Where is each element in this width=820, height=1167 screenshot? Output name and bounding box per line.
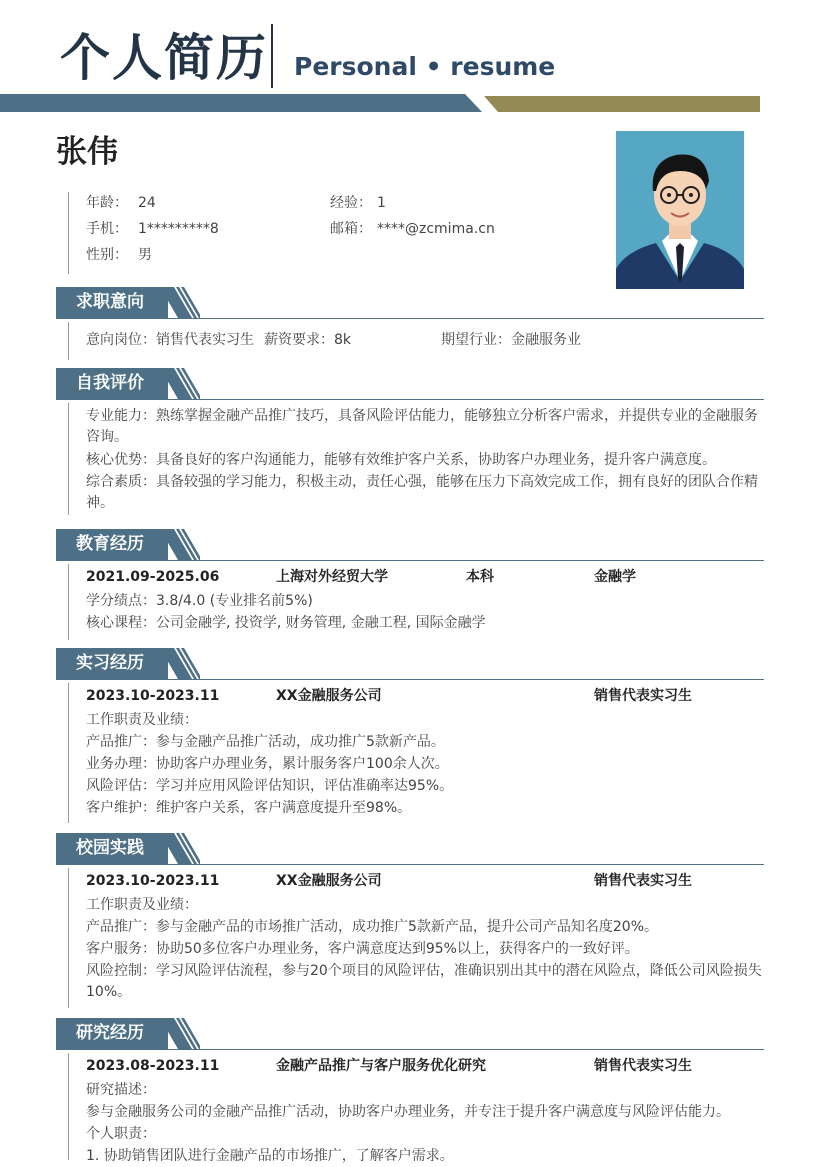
intern-line: 客户维护：维护客户关系，客户满意度提升至98%。 bbox=[86, 800, 412, 816]
section-rail bbox=[68, 683, 69, 823]
heading-stripes-icon bbox=[160, 648, 200, 679]
section-heading-intern bbox=[56, 648, 764, 680]
campus-company: XX金融服务公司 bbox=[276, 873, 382, 889]
header-band-gold bbox=[484, 96, 760, 112]
edu-courses: 核心课程：公司金融学, 投资学, 财务管理, 金融工程, 国际金融学 bbox=[86, 615, 486, 631]
profile-photo bbox=[616, 131, 744, 289]
section-heading-research bbox=[56, 1018, 764, 1050]
title-divider bbox=[271, 24, 273, 88]
age-value: 24 bbox=[138, 195, 156, 211]
section-rail bbox=[68, 1053, 69, 1160]
section-title: 教育经历 bbox=[76, 534, 144, 554]
exp-value: 1 bbox=[377, 195, 386, 211]
campus-line: 风险控制：学习风险评估流程，参与20个项目的风险评估，准确识别出其中的潜在风险点，降低公司风险损失10%。 bbox=[86, 963, 762, 1000]
intern-line: 业务办理：协助客户办理业务，累计服务客户100余人次。 bbox=[86, 756, 449, 772]
intent-industry: 期望行业：金融服务业 bbox=[441, 332, 581, 348]
section-title: 研究经历 bbox=[76, 1023, 144, 1043]
research-project: 金融产品推广与客户服务优化研究 bbox=[276, 1058, 486, 1074]
section-rail bbox=[68, 868, 69, 1008]
section-title: 实习经历 bbox=[76, 653, 144, 673]
section-rail bbox=[68, 322, 69, 360]
heading-stripes-icon bbox=[160, 1018, 200, 1049]
intern-date: 2023.10-2023.11 bbox=[86, 688, 220, 704]
campus-role: 销售代表实习生 bbox=[594, 873, 692, 889]
research-line: 研究描述： bbox=[86, 1082, 156, 1098]
info-rail bbox=[68, 192, 69, 274]
intern-line: 产品推广：参与金融产品推广活动，成功推广5款新产品。 bbox=[86, 734, 445, 750]
resume-subtitle: Personal • resume bbox=[294, 52, 556, 81]
research-line: 参与金融服务公司的金融产品推广活动，协助客户办理业务，并专注于提升客户满意度与风险评估能力。 bbox=[86, 1104, 730, 1120]
edu-date: 2021.09-2025.06 bbox=[86, 569, 220, 585]
intern-line: 风险评估：学习并应用风险评估知识，评估准确率达95%。 bbox=[86, 778, 454, 794]
resume-title: 个人简历 bbox=[60, 29, 268, 87]
gender-value: 男 bbox=[138, 247, 152, 263]
section-heading-campus bbox=[56, 833, 764, 865]
header-band-blue bbox=[0, 94, 482, 112]
self-eval-item: 核心优势：具备良好的客户沟通能力，能够有效维护客户关系，协助客户办理业务，提升客户满意度。 bbox=[86, 452, 716, 468]
section-title: 自我评价 bbox=[76, 373, 144, 393]
section-heading-edu bbox=[56, 529, 764, 561]
research-date: 2023.08-2023.11 bbox=[86, 1058, 220, 1074]
intern-company: XX金融服务公司 bbox=[276, 688, 382, 704]
research-line: 1. 协助销售团队进行金融产品的市场推广，了解客户需求。 bbox=[86, 1148, 454, 1164]
gender-label: 性别： bbox=[86, 247, 128, 263]
info-gender bbox=[86, 245, 152, 265]
campus-line: 工作职责及业绩： bbox=[86, 897, 198, 913]
section-rail bbox=[68, 564, 69, 640]
heading-stripes-icon bbox=[160, 287, 200, 318]
research-role: 销售代表实习生 bbox=[594, 1058, 692, 1074]
section-title: 求职意向 bbox=[76, 292, 144, 312]
self-eval-item: 综合素质：具备较强的学习能力，积极主动，责任心强，能够在压力下高效完成工作，拥有良好的团队合作精神。 bbox=[86, 474, 758, 511]
section-title: 校园实践 bbox=[76, 838, 144, 858]
edu-school: 上海对外经贸大学 bbox=[276, 569, 388, 585]
intent-salary: 薪资要求：8k bbox=[264, 332, 352, 348]
phone-value: 1*********8 bbox=[138, 221, 219, 237]
section-rail bbox=[68, 403, 69, 515]
info-email bbox=[330, 219, 495, 239]
research-line: 个人职责： bbox=[86, 1126, 156, 1142]
heading-stripes-icon bbox=[160, 833, 200, 864]
intern-line: 工作职责及业绩： bbox=[86, 712, 198, 728]
candidate-name: 张伟 bbox=[56, 134, 118, 170]
age-label: 年龄： bbox=[86, 195, 128, 211]
edu-major: 金融学 bbox=[594, 569, 636, 585]
intent-position: 意向岗位：销售代表实习生 bbox=[86, 332, 254, 348]
phone-label: 手机： bbox=[86, 221, 128, 237]
info-age bbox=[86, 193, 156, 213]
intern-role: 销售代表实习生 bbox=[594, 688, 692, 704]
email-value: ****@zcmima.cn bbox=[377, 221, 495, 237]
exp-label: 经验： bbox=[330, 195, 372, 211]
email-label: 邮箱： bbox=[330, 221, 372, 237]
info-experience bbox=[330, 193, 386, 213]
heading-stripes-icon bbox=[160, 368, 200, 399]
info-phone bbox=[86, 219, 219, 239]
campus-line: 客户服务：协助50多位客户办理业务，客户满意度达到95%以上，获得客户的一致好评。 bbox=[86, 941, 639, 957]
heading-stripes-icon bbox=[160, 529, 200, 560]
portrait-illustration bbox=[616, 131, 744, 289]
campus-line: 产品推广：参与金融产品的市场推广活动，成功推广5款新产品，提升公司产品知名度20%。 bbox=[86, 919, 659, 935]
section-heading-intent bbox=[56, 287, 764, 319]
campus-date: 2023.10-2023.11 bbox=[86, 873, 220, 889]
section-heading-self bbox=[56, 368, 764, 400]
self-eval-item: 专业能力：熟练掌握金融产品推广技巧，具备风险评估能力，能够独立分析客户需求，并提供专业的金融服务咨询。 bbox=[86, 408, 758, 445]
edu-degree: 本科 bbox=[466, 569, 494, 585]
edu-gpa: 学分绩点：3.8/4.0 (专业排名前5%) bbox=[86, 593, 313, 609]
